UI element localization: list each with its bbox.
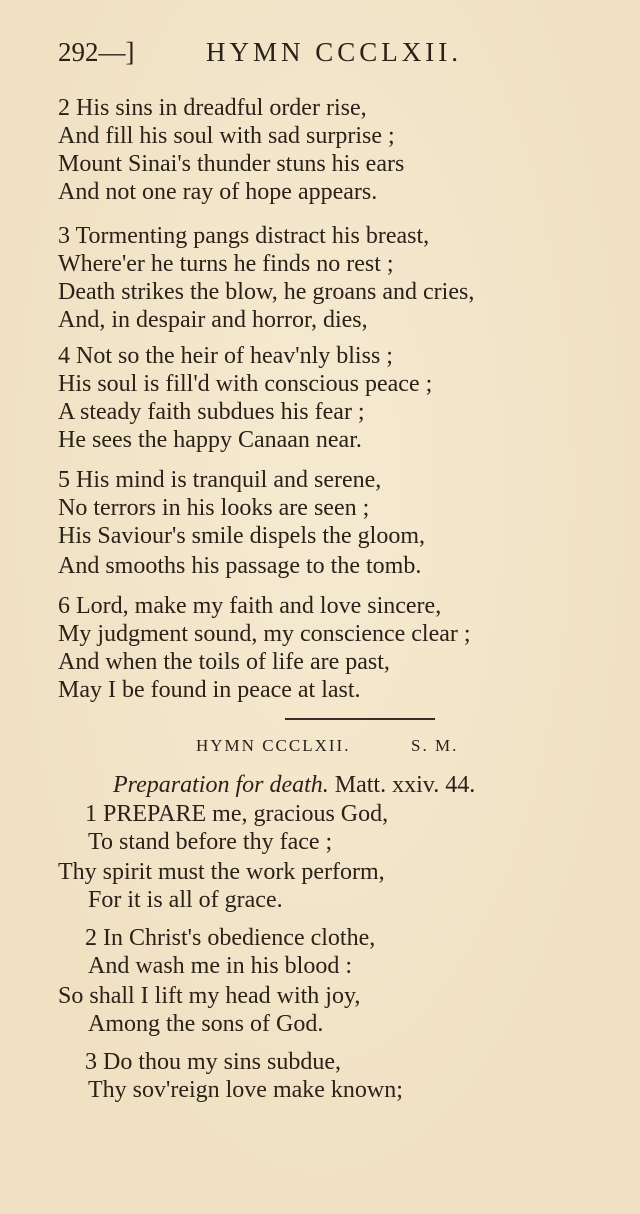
verse-line: Among the sons of God. <box>88 1011 324 1037</box>
hymn-topic: Preparation for death. <box>113 772 329 798</box>
verse-line: 3 Do thou my sins subdue, <box>85 1049 342 1075</box>
verse-line: Death strikes the blow, he groans and cries, <box>58 279 475 305</box>
verse-line: Mount Sinai's thunder stuns his ears <box>58 151 405 177</box>
verse-line: 2 His sins in dreadful order rise, <box>58 95 367 121</box>
verse-line: For it is all of grace. <box>88 887 283 913</box>
hymn-number: HYMN CCCLXII. <box>196 736 351 755</box>
verse-line: 2 In Christ's obedience clothe, <box>85 925 376 951</box>
verse-line: 5 His mind is tranquil and serene, <box>58 467 382 493</box>
running-head: HYMN CCCLXII. <box>206 37 463 67</box>
verse-line: His soul is fill'd with conscious peace ; <box>58 371 433 397</box>
verse-line: To stand before thy face ; <box>88 829 333 855</box>
verse-line: Thy sov'reign love make known; <box>88 1077 403 1103</box>
verse-line: Where'er he turns he finds no rest ; <box>58 251 394 277</box>
scripture-reference: Matt. xxiv. 44. <box>334 772 476 798</box>
hymn-meter: S. M. <box>411 736 459 755</box>
verse-line: No terrors in his looks are seen ; <box>58 495 370 521</box>
verse-line: His Saviour's smile dispels the gloom, <box>58 523 425 549</box>
verse-line: 6 Lord, make my faith and love sincere, <box>58 593 442 619</box>
verse-line: And, in despair and horror, dies, <box>58 307 368 333</box>
verse-line: 3 Tormenting pangs distract his breast, <box>58 223 430 249</box>
verse-line: 1 PREPARE me, gracious God, <box>85 801 389 827</box>
verse-line: So shall I lift my head with joy, <box>58 983 361 1009</box>
verse-line: And wash me in his blood : <box>88 953 352 979</box>
hymn-heading <box>196 734 496 758</box>
verse-line: My judgment sound, my conscience clear ; <box>58 621 471 647</box>
verse-line: Thy spirit must the work perform, <box>58 859 385 885</box>
verse-line: And fill his soul with sad surprise ; <box>58 123 395 149</box>
verse-line: A steady faith subdues his fear ; <box>58 399 365 425</box>
verse-line: And not one ray of hope appears. <box>58 179 378 205</box>
hymn-subject-line <box>113 770 475 800</box>
page-header <box>58 30 528 74</box>
verse-line: May I be found in peace at last. <box>58 677 361 703</box>
verse-line: And when the toils of life are past, <box>58 649 390 675</box>
verse-line: 4 Not so the heir of heav'nly bliss ; <box>58 343 393 369</box>
verse-line: He sees the happy Canaan near. <box>58 427 362 453</box>
verse-line: And smooths his passage to the tomb. <box>58 553 422 579</box>
section-divider <box>285 718 435 720</box>
page-number: 292—] <box>58 37 135 67</box>
